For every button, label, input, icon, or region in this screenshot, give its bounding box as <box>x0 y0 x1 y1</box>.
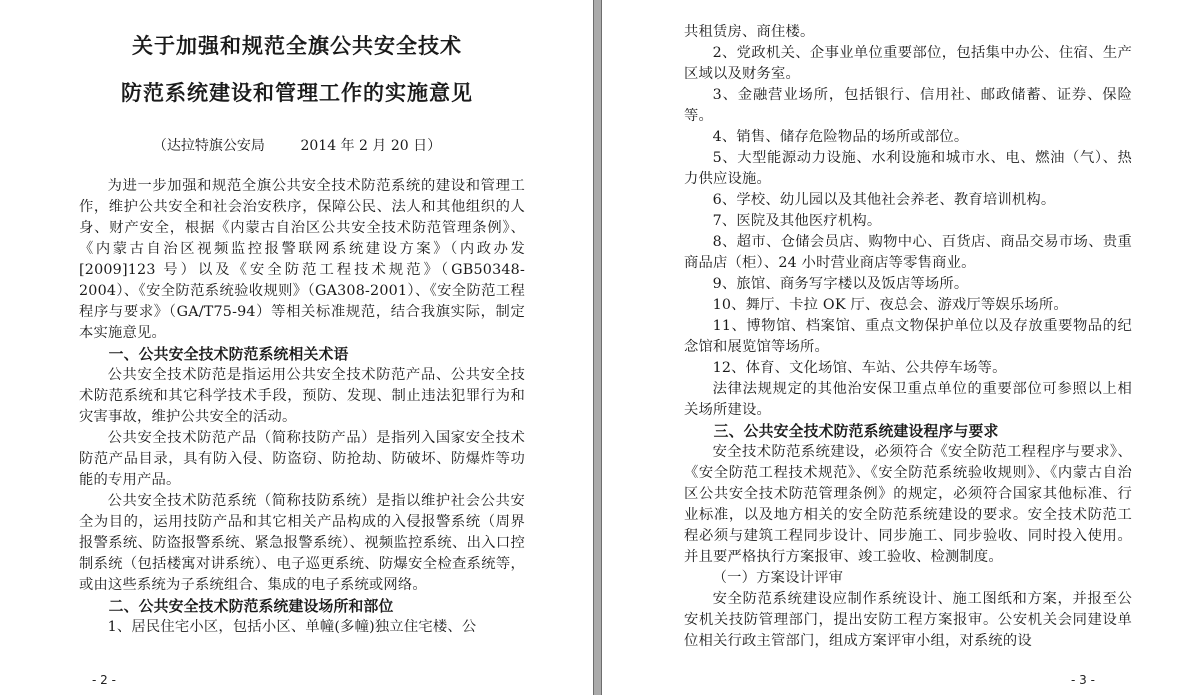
section-2-item-1: 1、居民住宅小区，包括小区、单幢(多幢)独立住宅楼、公 <box>107 619 477 635</box>
list-item: 4、销售、储存危险物品的场所或部位。 <box>712 129 969 145</box>
section-1-paragraph-2: 公共安全技术防范产品（简称技防产品）是指列入国家安全技术防范产品目录，具有防入侵、防盗窃、防抢劫、防破坏、防爆炸等功能的专用产品。 <box>79 430 525 488</box>
subsection-1-paragraph-1: 安全防范系统建设应制作系统设计、施工图纸和方案，并报至公安机关技防管理部门，提出安防工程方案报审。公安机关会同建设单位相关行政主管部门，组成方案评审小组，对系统的设 <box>684 591 1132 649</box>
list-item: 11、博物馆、档案馆、重点文物保护单位以及存放重要物品的纪念馆和展览馆等场所。 <box>684 318 1132 355</box>
page-number-left: - 2 - <box>92 673 116 687</box>
section-1-paragraph-1: 公共安全技术防范是指运用公共安全技术防范产品、公共安全技术防范系统和其它科学技术手段，预防、发现、制止违法犯罪行为和灾害事故，维护公共安全的活动。 <box>79 367 525 425</box>
list-item: 7、医院及其他医疗机构。 <box>712 213 882 229</box>
list-item: 8、超市、仓储会员店、购物中心、百货店、商品交易市场、贵重商品店（柜）、24 小时营业商店等零售商业。 <box>684 234 1132 271</box>
section-1-heading: 一、公共安全技术防范系统相关术语 <box>108 346 349 363</box>
list-item: 3、金融营业场所，包括银行、信用社、邮政储蓄、证券、保险等。 <box>684 87 1132 124</box>
list-item: 10、舞厅、卡拉 OK 厅、夜总会、游戏厅等娱乐场所。 <box>712 297 1068 313</box>
list-item: 法律法规规定的其他治安保卫重点单位的重要部位可参照以上相关场所建设。 <box>684 381 1132 418</box>
document-title-line-2: 防范系统建设和管理工作的实施意见 <box>121 80 473 105</box>
list-item: 9、旅馆、商务写字楼以及饭店等场所。 <box>712 276 969 292</box>
list-item: 6、学校、幼儿园以及其他社会养老、教育培训机构。 <box>712 192 1056 208</box>
section-2-heading: 二、公共安全技术防范系统建设场所和部位 <box>108 598 394 615</box>
section-1-paragraph-3: 公共安全技术防范系统（简称技防系统）是指以维护社会公共安全为目的，运用技防产品和其它相关产品构成的入侵报警系统（周界报警系统、防盗报警系统、紧急报警系统）、视频监控系统、出入口控制系统（包括楼寓对讲系统）、电子巡更系统、防爆安全检查系统等，或由这些系统为子系统组合、集成的电子系统或网络。 <box>79 493 525 593</box>
section-3-paragraph-1: 安全技术防范系统建设，必须符合《安全防范工程程序与要求》、《安全防范工程技术规范》、《安全防范系统验收规则》、《内蒙古自治区公共安全技术防范管理条例》的规定，必须符合国家其他标准、行业标准，以及地方相关的安全防范系统建设的要求。安全技术防范工程必须与建筑工程同步设计、同步施工、同步验收、同时投入使用。并且要严格执行方案报审、竣工验收、检测制度。 <box>684 444 1132 565</box>
document-page-3 <box>601 0 1199 695</box>
list-item: 2、党政机关、企事业单位重要部位，包括集中办公、住宿、生产区域以及财务室。 <box>684 45 1132 82</box>
subsection-1-heading: （一）方案设计评审 <box>712 570 844 586</box>
list-item: 12、体育、文化场馆、车站、公共停车场等。 <box>712 360 1007 376</box>
section-3-heading: 三、公共安全技术防范系统建设程序与要求 <box>713 423 999 440</box>
document-page-2 <box>0 0 594 695</box>
document-title-line-1: 关于加强和规范全旗公共安全技术 <box>132 33 462 58</box>
list-item: 5、大型能源动力设施、水利设施和城市水、电、燃油（气）、热力供应设施。 <box>684 150 1132 187</box>
page-3-body <box>684 22 1132 652</box>
page-number-right: - 3 - <box>1071 673 1095 687</box>
page-2-body <box>79 176 525 638</box>
document-byline: （达拉特旗公安局 2014 年 2 月 20 日） <box>152 138 442 154</box>
intro-paragraph: 为进一步加强和规范全旗公共安全技术防范系统的建设和管理工作，维护公共安全和社会治安秩序，保障公民、法人和其他组织的人身、财产安全，根据《内蒙古自治区公共安全技术防范管理条例》、《内蒙古自治区视频监控报警联网系统建设方案》（内政办发[2009]123 号）以及《安全防范工程技术规范》（GB50348-2004）、《安全防范系统验收规则》（GA308-2001）、《安全防范工程程序与要求》（GA/T75-94）等相关标准规范，结合我旗实际，制定本实施意见。 <box>79 178 525 341</box>
continuation-text: 共租赁房、商住楼。 <box>684 24 815 40</box>
